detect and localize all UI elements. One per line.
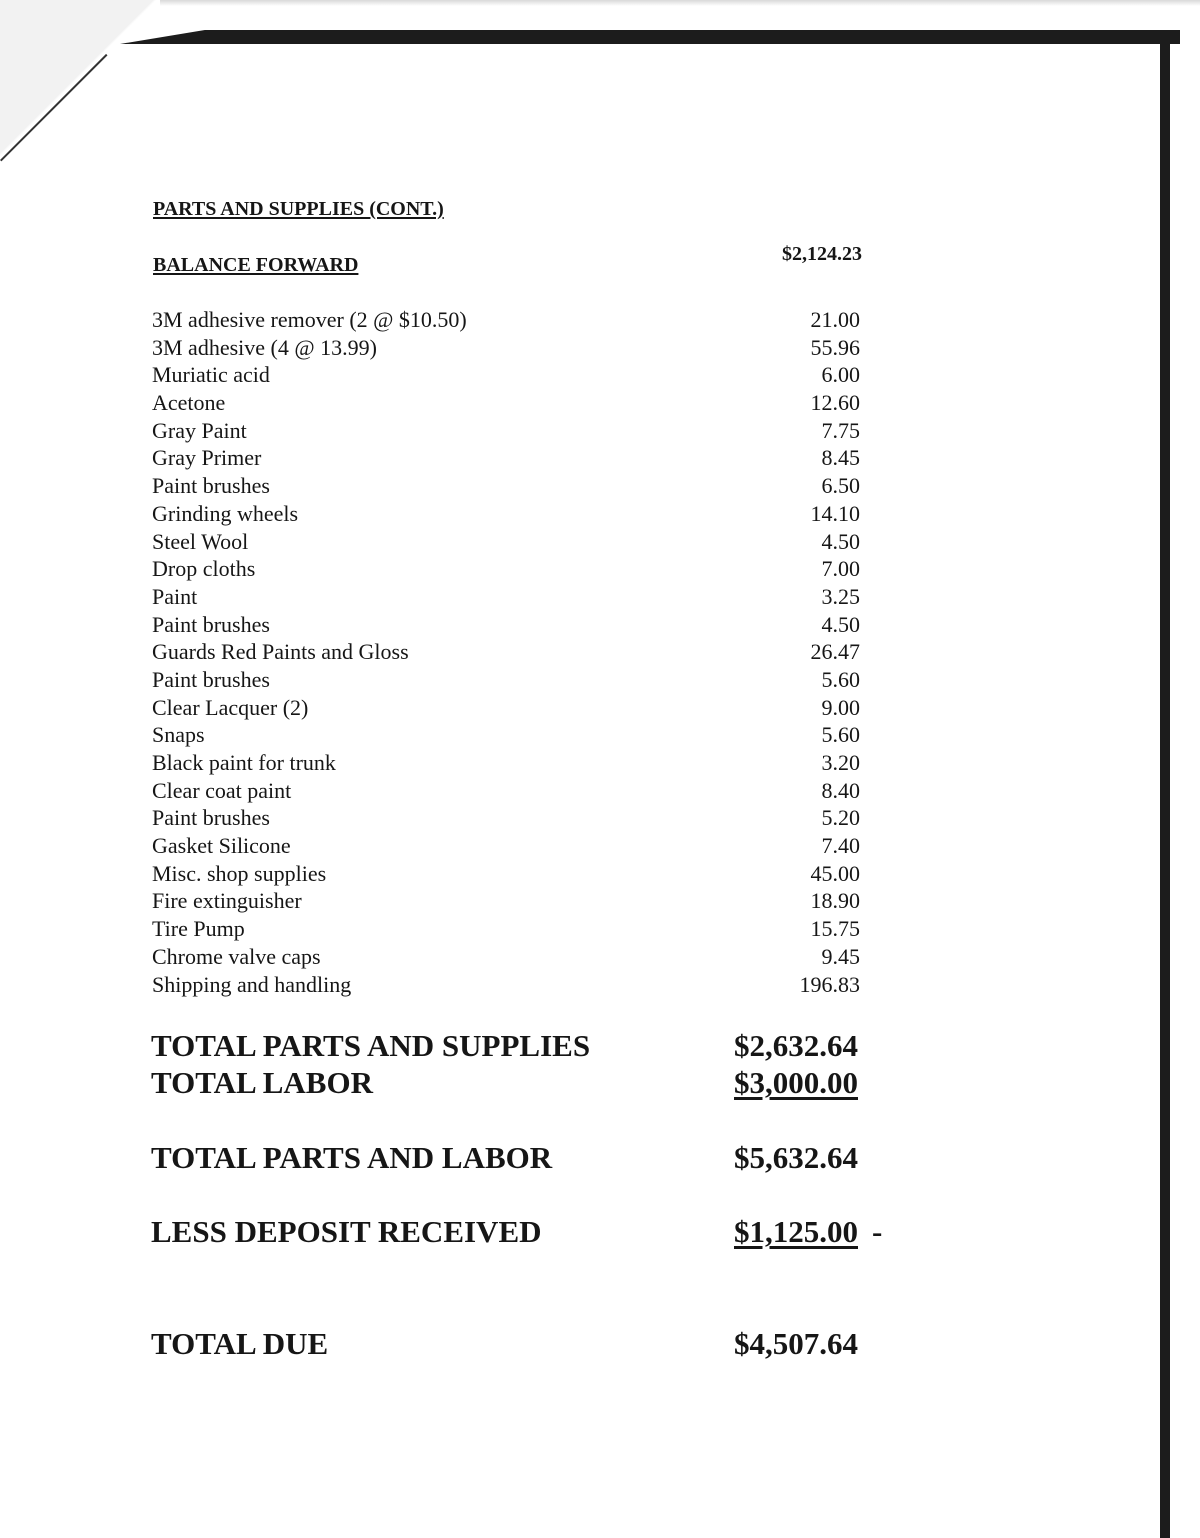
total-labor-label: TOTAL LABOR [151,1065,373,1100]
line-item-name: 3M adhesive (4 @ 13.99) [152,334,377,360]
scan-top-edge [160,0,1200,6]
line-item-amount: 4.50 [821,528,860,554]
line-item [152,721,862,749]
line-item [152,555,862,583]
line-item-name: Chrome valve caps [152,943,321,969]
line-item-amount: 6.50 [821,473,860,499]
line-item-amount: 7.00 [821,556,860,582]
line-item-name: Steel Wool [152,528,249,554]
line-item-name: Misc. shop supplies [152,860,327,886]
line-item [152,638,862,666]
line-item [152,472,862,500]
line-item-amount: 15.75 [810,916,860,942]
deposit-label: LESS DEPOSIT RECEIVED [151,1214,542,1249]
line-item-amount: 9.00 [821,694,860,720]
total-parts-supplies-label: TOTAL PARTS AND SUPPLIES [151,1028,591,1063]
line-item-amount: 21.00 [810,307,860,332]
line-item-name: Paint brushes [152,805,270,831]
line-item-name: Paint brushes [152,666,270,692]
scan-right-border [1160,30,1170,1538]
line-item [152,611,862,639]
line-item-name: Snaps [152,722,205,748]
line-item-amount: 7.40 [821,833,860,859]
line-item-amount: 9.45 [821,943,860,969]
total-labor-row [151,1065,891,1101]
line-item-amount: 14.10 [810,500,860,526]
line-item-amount: 4.50 [821,611,860,637]
line-item-name: Shipping and handling [152,971,352,997]
line-item-name: Acetone [152,390,226,416]
line-item [152,749,862,777]
line-item-amount: 26.47 [810,639,860,665]
total-parts-labor-amount: $5,632.64 [734,1140,858,1175]
line-item [152,860,862,888]
deposit-amount: $1,125.00 [734,1214,858,1249]
total-due-label: TOTAL DUE [151,1326,329,1361]
line-item-name: Guards Red Paints and Gloss [152,639,409,665]
line-item [152,777,862,805]
line-item [152,417,862,445]
total-labor-amount: $3,000.00 [734,1065,858,1100]
line-item-amount: 3.20 [821,750,860,775]
total-due-row [151,1326,891,1362]
line-item-name: Paint [152,583,198,609]
section-title: PARTS AND SUPPLIES (CONT.) [153,198,444,220]
line-item-amount: 12.60 [810,390,860,416]
line-item [152,666,862,694]
line-item-amount: 8.45 [821,445,860,471]
balance-forward-label: BALANCE FORWARD [153,254,359,276]
deposit-minus-sign: - [872,1214,883,1249]
line-item [152,528,862,556]
line-item-amount: 18.90 [810,888,860,914]
line-item-amount: 3.25 [821,583,860,609]
line-item-name: Black paint for trunk [152,750,336,775]
line-item [152,804,862,832]
line-item [152,334,862,362]
line-item-amount: 8.40 [821,777,860,803]
line-item [152,694,862,722]
scan-top-border [120,30,1180,44]
line-item-name: Muriatic acid [152,362,270,388]
line-item [152,915,862,943]
line-item-name: Clear coat paint [152,777,292,803]
total-due-amount: $4,507.64 [734,1326,858,1361]
line-item [152,500,862,528]
total-parts-labor-label: TOTAL PARTS AND LABOR [151,1140,553,1175]
line-item [152,832,862,860]
line-item [152,583,862,611]
line-item-name: Drop cloths [152,556,256,582]
line-item-amount: 45.00 [810,860,860,886]
line-item-name: Grinding wheels [152,500,299,526]
line-item-amount: 196.83 [799,971,860,997]
total-parts-supplies-amount: $2,632.64 [734,1028,858,1063]
line-item-amount: 6.00 [821,362,860,388]
line-item-amount: 5.60 [821,722,860,748]
line-item-name: Gray Paint [152,417,247,443]
line-item-name: Gasket Silicone [152,833,291,859]
total-parts-labor-row [151,1140,891,1176]
line-item [152,361,862,389]
line-item-name: Paint brushes [152,473,270,499]
line-item-amount: 5.20 [821,805,860,831]
line-item [152,389,862,417]
line-item [152,943,862,971]
line-item-name: Clear Lacquer (2) [152,694,309,720]
line-item [152,306,862,334]
line-item-name: Gray Primer [152,445,262,471]
line-item-name: Tire Pump [152,916,245,942]
line-item [152,444,862,472]
line-item [152,887,862,915]
line-item [152,971,862,999]
line-item-name: Paint brushes [152,611,270,637]
total-parts-supplies-row [151,1028,891,1064]
line-item-list [152,306,862,998]
balance-forward-amount: $2,124.23 [782,243,862,265]
line-item-amount: 55.96 [810,334,860,360]
line-item-name: Fire extinguisher [152,888,302,914]
folded-corner [0,0,170,170]
line-item-amount: 7.75 [821,417,860,443]
deposit-row [151,1214,891,1250]
line-item-name: 3M adhesive remover (2 @ $10.50) [152,307,467,332]
line-item-amount: 5.60 [821,666,860,692]
